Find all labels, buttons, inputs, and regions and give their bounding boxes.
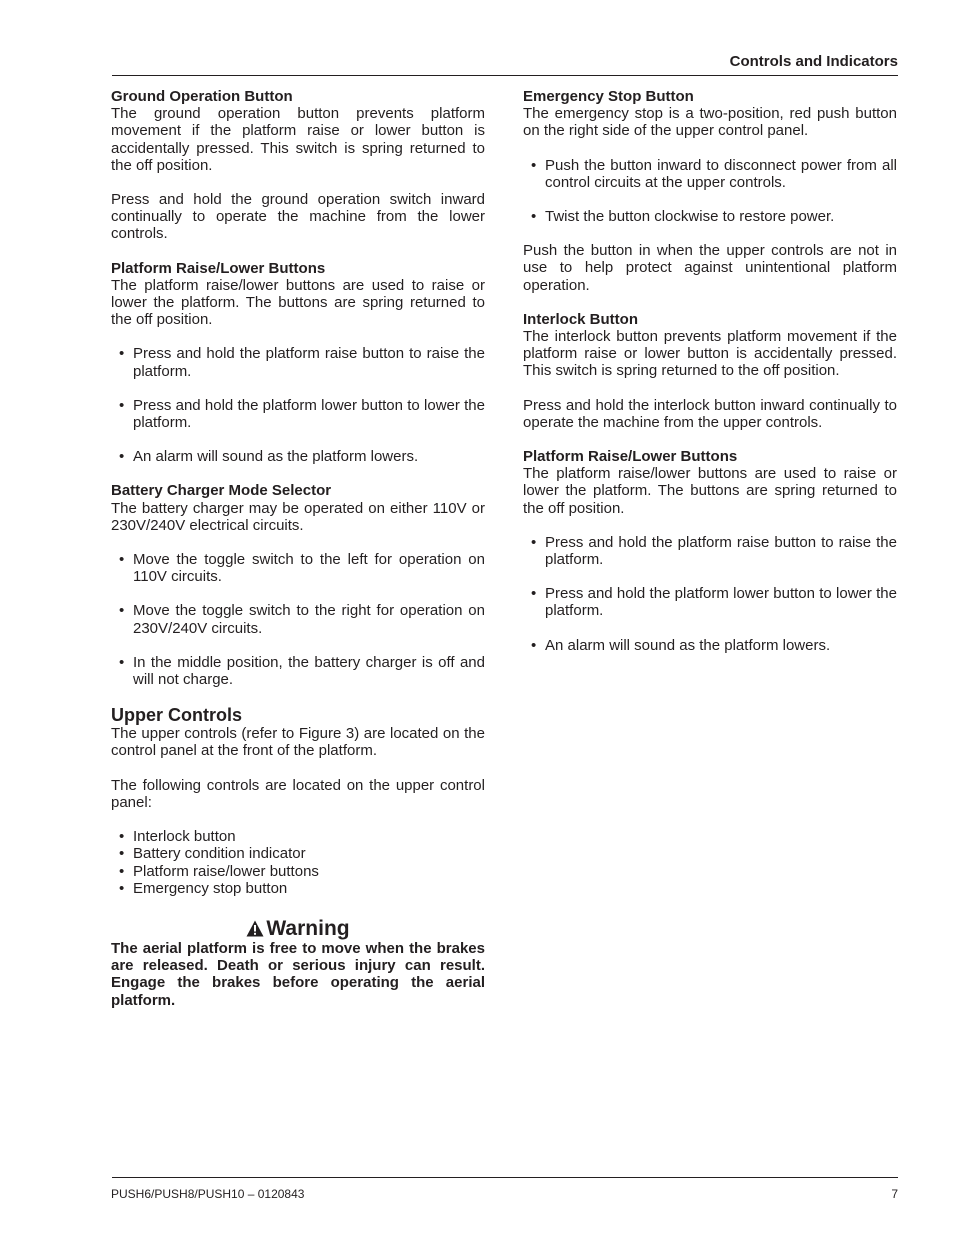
page-number: 7 [891,1187,898,1201]
list-item: • Platform raise/lower buttons [111,863,485,880]
bullet-list [111,551,485,688]
bullet-list [523,157,897,226]
paragraph: The platform raise/lower buttons are used to raise or lower the platform. The buttons are spring returned to the off position. [523,465,897,517]
list-item: • In the middle position, the battery charger is off and will not charge. [111,654,485,688]
right-column [523,88,897,671]
heading-upper-controls: Upper Controls [111,705,243,726]
list-item: • Interlock button [111,828,485,845]
warning-text: The aerial platform is free to move when the brakes are released. Death or serious injury can result. Engage the brakes before operating the aerial platform. [111,939,485,1009]
paragraph: Press and hold the ground operation switch inward continually to operate the machine from the lower controls. [111,191,485,243]
bullet-list [111,828,485,897]
warning-label: Warning [266,916,350,940]
list-item: • Twist the button clockwise to restore power. [523,208,897,225]
paragraph: The emergency stop is a two-position, red push button on the right side of the upper control panel. [523,105,897,140]
bullet-list [523,534,897,654]
heading-platform-raise-lower: Platform Raise/Lower Buttons [111,259,326,277]
list-item: • Press and hold the platform raise button to raise the platform. [111,345,485,379]
list-item: • An alarm will sound as the platform lowers. [523,637,897,654]
heading-interlock: Interlock Button [523,310,638,328]
paragraph: The platform raise/lower buttons are used to raise or lower the platform. The buttons are spring returned to the off position. [111,276,485,329]
paragraph: The interlock button prevents platform movement if the platform raise or lower button is accidentally pressed. This switch is spring returned to the off position. [523,328,897,380]
paragraph: Press and hold the interlock button inward continually to operate the machine from the upper controls. [523,396,897,431]
list-item: • Battery condition indicator [111,845,485,862]
list-item: • Press and hold the platform lower button to lower the platform. [111,397,485,431]
paragraph: The upper controls (refer to Figure 3) are located on the control panel at the front of the platform. [111,725,485,760]
left-column [111,88,485,1009]
list-item: • Move the toggle switch to the left for operation on 110V circuits. [111,551,485,585]
paragraph: Push the button in when the upper controls are not in use to help protect against unintentional platform operation. [523,242,897,294]
list-item: • Press and hold the platform raise button to raise the platform. [523,534,897,568]
footer-doc-id: PUSH6/PUSH8/PUSH10 – 0120843 [111,1187,305,1201]
section-title: Controls and Indicators [729,53,898,70]
paragraph: The battery charger may be operated on either 110V or 230V/240V electrical circuits. [111,499,485,534]
heading-emergency-stop: Emergency Stop Button [523,88,694,105]
list-item: • Emergency stop button [111,880,485,897]
heading-ground-operation: Ground Operation Button [111,88,293,105]
warning-triangle-icon [246,920,264,937]
heading-platform-raise-lower: Platform Raise/Lower Buttons [523,448,738,466]
paragraph: The following controls are located on the upper control panel: [111,776,485,811]
list-item: • Press and hold the platform lower button to lower the platform. [523,585,897,619]
heading-battery-charger: Battery Charger Mode Selector [111,482,332,500]
list-item: • Move the toggle switch to the right for operation on 230V/240V circuits. [111,602,485,636]
bullet-list [111,345,485,465]
warning-title [111,918,485,940]
list-item: • Push the button inward to disconnect power from all control circuits at the upper controls. [523,157,897,191]
list-item: • An alarm will sound as the platform lowers. [111,448,485,465]
paragraph: The ground operation button prevents platform movement if the platform raise or lower button is accidentally pressed. This switch is spring returned to the off position. [111,105,485,174]
footer-rule [112,1177,898,1178]
header-rule [112,75,898,76]
